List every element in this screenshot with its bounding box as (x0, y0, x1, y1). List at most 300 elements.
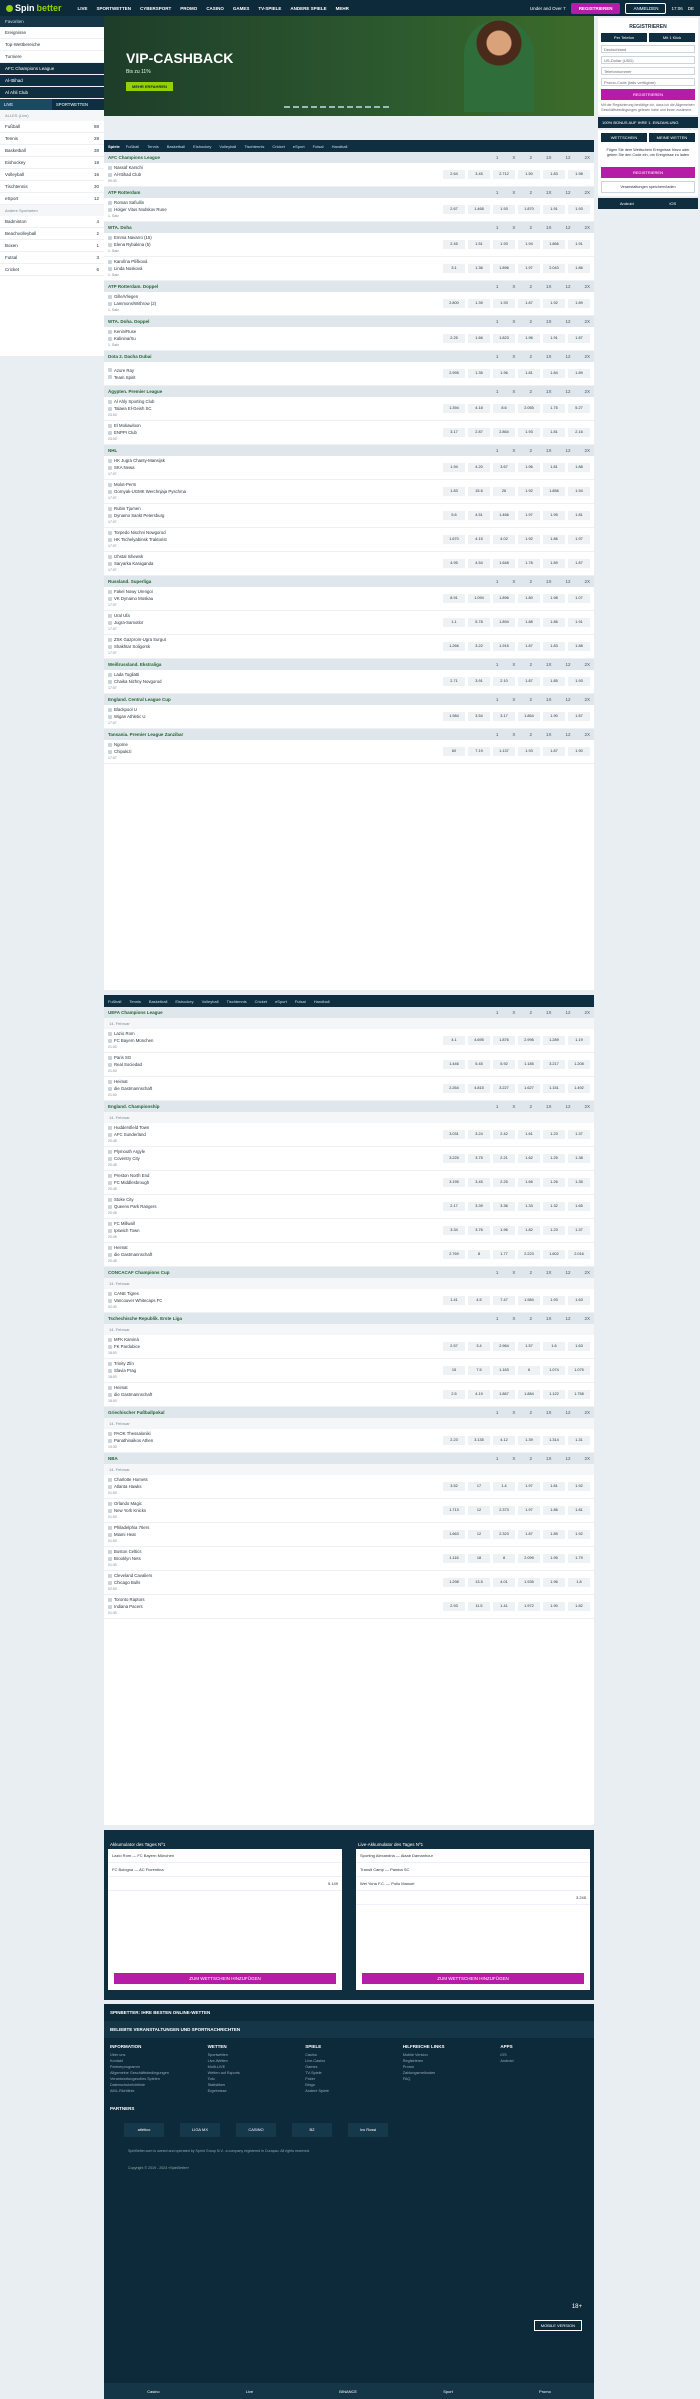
footer-link[interactable]: Zahlungsmethoden (402, 2071, 436, 2075)
match-row[interactable] (104, 552, 594, 576)
nav-item-0[interactable]: LIVE (77, 5, 88, 11)
odd-button[interactable]: 13.5 (468, 1578, 490, 1587)
match-row[interactable] (104, 528, 594, 552)
sport-filter[interactable]: Volleyball (201, 998, 219, 1004)
odd-button[interactable]: 1.92 (568, 1530, 590, 1539)
team-home[interactable] (108, 164, 278, 171)
tab-phone[interactable]: Per Telefon (601, 33, 647, 42)
team-home[interactable] (108, 457, 278, 464)
odd-button[interactable]: 1.81 (543, 463, 565, 472)
odd-button[interactable]: 1.4 (493, 1482, 515, 1491)
odd-button[interactable]: 1.91 (543, 334, 565, 343)
odd-button[interactable]: 1.66 (518, 1178, 540, 1187)
odd-button[interactable]: 1.35 (568, 1178, 590, 1187)
sport-filter[interactable]: Tennis (147, 143, 159, 149)
odd-button[interactable]: 4.95 (443, 559, 465, 568)
sport-item[interactable] (0, 216, 104, 228)
odd-button[interactable]: 1.663 (443, 1530, 465, 1539)
odd-button[interactable]: 4.51 (468, 511, 490, 520)
odd-button[interactable]: 15 (443, 1366, 465, 1375)
appbar-item[interactable]: BINANCE (339, 2388, 358, 2394)
odd-button[interactable]: 1.32 (543, 1202, 565, 1211)
league-header[interactable] (104, 351, 594, 362)
odd-button[interactable]: 6 (518, 1366, 540, 1375)
team-home[interactable] (108, 636, 278, 643)
league-header[interactable] (104, 316, 594, 327)
odd-button[interactable]: 1.97 (518, 511, 540, 520)
odd-button[interactable]: 2.87 (468, 428, 490, 437)
team-away[interactable] (108, 619, 278, 626)
odd-button[interactable]: 1.36 (468, 264, 490, 273)
match-row[interactable] (104, 1219, 594, 1243)
odd-button[interactable]: 3.67 (493, 463, 515, 472)
register-button[interactable]: REGISTRIEREN (571, 3, 621, 14)
odd-button[interactable]: 1.864 (518, 712, 540, 721)
appbar-item[interactable]: Promo (539, 2388, 551, 2394)
sport-filter[interactable]: Cricket (254, 998, 268, 1004)
team-away[interactable] (108, 1179, 278, 1186)
odd-button[interactable]: 1.627 (518, 1084, 540, 1093)
live-shortcut[interactable]: AFC Champions League (0, 63, 104, 75)
team-home[interactable] (108, 529, 278, 536)
team-home[interactable] (108, 1030, 278, 1037)
odd-button[interactable]: 2.17 (443, 1202, 465, 1211)
odd-button[interactable]: 11.5 (468, 1602, 490, 1611)
odd-button[interactable]: 2.223 (518, 1250, 540, 1259)
odd-button[interactable]: 1.90 (543, 1602, 565, 1611)
team-away[interactable] (108, 206, 278, 213)
odd-button[interactable]: 1.92 (543, 299, 565, 308)
odd-button[interactable]: 2.043 (543, 264, 565, 273)
footer-link[interactable]: Ergebnisse (207, 2089, 227, 2093)
accumulator-right-row-2[interactable]: Transit Camp — Pamba SC (356, 1863, 590, 1877)
odd-button[interactable]: 1.38 (568, 1154, 590, 1163)
partner-logo[interactable]: BZ (292, 2123, 332, 2137)
odd-button[interactable]: 1.91 (568, 240, 590, 249)
team-home[interactable] (108, 1054, 278, 1061)
odd-button[interactable]: 1.93 (518, 428, 540, 437)
odd-button[interactable]: 1.88 (568, 642, 590, 651)
odd-button[interactable]: 1.96 (518, 334, 540, 343)
nav-item-1[interactable]: SPORTWETTEN (96, 5, 132, 11)
odd-button[interactable]: 1.95 (543, 511, 565, 520)
odd-button[interactable]: 1.91 (543, 205, 565, 214)
odd-button[interactable]: 1.41 (493, 1602, 515, 1611)
team-away[interactable] (108, 1085, 278, 1092)
nav-item-8[interactable]: MEHR (335, 5, 349, 11)
odd-button[interactable]: 1.98 (543, 594, 565, 603)
odd-button[interactable]: 1.075 (568, 1366, 590, 1375)
sport-filter[interactable]: Fußball (108, 998, 122, 1004)
team-home[interactable] (108, 1360, 278, 1367)
sport-filter[interactable]: Cricket (272, 143, 285, 149)
odd-button[interactable]: 3.195 (443, 1178, 465, 1187)
odd-button[interactable]: 1.94 (568, 487, 590, 496)
team-home[interactable] (108, 1476, 278, 1483)
match-row[interactable] (104, 1571, 594, 1595)
odd-button[interactable]: 1.96 (543, 1578, 565, 1587)
odd-button[interactable]: 2.016 (568, 1250, 590, 1259)
match-row[interactable] (104, 705, 594, 729)
footer-link[interactable]: Sportwetten (207, 2053, 228, 2057)
match-row[interactable] (104, 163, 594, 187)
odd-button[interactable]: 2.67 (443, 205, 465, 214)
sport-filter[interactable]: Tennis (129, 998, 141, 1004)
footer-link[interactable]: Live-Casino (305, 2059, 326, 2063)
team-away[interactable] (108, 1483, 278, 1490)
league-header[interactable] (104, 1267, 594, 1278)
odd-button[interactable]: 3.91 (468, 677, 490, 686)
odd-button[interactable]: 1.648 (493, 559, 515, 568)
sport-filter[interactable]: Tischtennis (226, 998, 247, 1004)
league-header[interactable] (104, 281, 594, 292)
odd-button[interactable]: 1.81 (543, 1482, 565, 1491)
match-row[interactable] (104, 1429, 594, 1453)
spinbetter-logo[interactable] (6, 3, 62, 13)
team-away[interactable] (108, 1367, 278, 1374)
odd-button[interactable]: 1.87 (568, 712, 590, 721)
odd-button[interactable]: 5.92 (493, 1060, 515, 1069)
sport-item[interactable] (0, 145, 104, 157)
odd-button[interactable]: 2.964 (493, 1342, 515, 1351)
team-home[interactable] (108, 505, 278, 512)
odd-button[interactable]: 2.16 (568, 428, 590, 437)
odd-button[interactable]: 1.137 (493, 747, 515, 756)
odd-button[interactable]: 4.54 (468, 559, 490, 568)
accumulator-right-row-1[interactable]: Sporting Alexandria — Alaab Damanhour (356, 1849, 590, 1863)
team-away[interactable] (108, 1531, 278, 1538)
odd-button[interactable]: 1.87 (568, 334, 590, 343)
odd-button[interactable]: 7.19 (468, 747, 490, 756)
team-away[interactable] (108, 464, 278, 471)
team-away[interactable] (108, 1251, 278, 1258)
match-row[interactable] (104, 397, 594, 421)
sport-filter[interactable]: Tischtennis (244, 143, 265, 149)
odd-button[interactable]: 2.45 (443, 240, 465, 249)
odd-button[interactable]: 2.769 (443, 1250, 465, 1259)
odd-button[interactable]: 7.5 (468, 1366, 490, 1375)
odd-button[interactable]: 1.83 (543, 642, 565, 651)
odd-button[interactable]: 1.83 (443, 487, 465, 496)
league-header[interactable] (104, 694, 594, 705)
odd-button[interactable]: 4.19 (468, 1390, 490, 1399)
odd-button[interactable]: 3.227 (493, 1084, 515, 1093)
footer-link[interactable]: Bingo (305, 2083, 315, 2087)
odd-button[interactable]: 2.373 (493, 1506, 515, 1515)
match-row[interactable] (104, 1595, 594, 1619)
odd-button[interactable]: 1.89 (568, 369, 590, 378)
match-row[interactable] (104, 1077, 594, 1101)
promo-link[interactable]: Under and Over 7 (529, 5, 566, 11)
odd-button[interactable]: 1.83 (543, 170, 565, 179)
odd-button[interactable]: 1.51 (468, 240, 490, 249)
android-link[interactable]: Android (619, 201, 634, 206)
team-home[interactable] (108, 706, 278, 713)
tab-live[interactable]: LIVE (0, 99, 52, 110)
favorites-header[interactable]: Favoriten (0, 16, 104, 27)
odd-button[interactable]: 1.26 (543, 1178, 565, 1187)
odd-button[interactable]: 3.225 (443, 1154, 465, 1163)
odd-button[interactable]: 1.93 (493, 299, 515, 308)
odd-button[interactable]: 5.6 (443, 511, 465, 520)
banner-pagination[interactable] (284, 106, 389, 108)
team-away[interactable] (108, 1131, 278, 1138)
odd-button[interactable]: 1.93 (568, 205, 590, 214)
phone-field[interactable]: Telefonnummer (601, 67, 695, 75)
odd-button[interactable]: 1.23 (543, 1226, 565, 1235)
odd-button[interactable]: 26 (493, 487, 515, 496)
league-header[interactable] (104, 729, 594, 740)
team-away[interactable] (108, 241, 278, 248)
currency-select[interactable]: US-Dollar (USD) (601, 56, 695, 64)
team-away[interactable] (108, 1343, 278, 1350)
footer-link[interactable]: Allgemeine Geschäftsbedingungen (110, 2071, 169, 2075)
odd-button[interactable]: 1.492 (568, 1084, 590, 1093)
team-away[interactable] (108, 1203, 278, 1210)
odd-button[interactable]: 1.31 (568, 1436, 590, 1445)
nav-item-3[interactable]: PROMO (180, 5, 198, 11)
odd-button[interactable]: 8.91 (443, 594, 465, 603)
match-row[interactable] (104, 362, 594, 386)
odd-button[interactable]: 1.50 (518, 170, 540, 179)
footer-link[interactable]: Andere Spiele (305, 2089, 330, 2093)
odd-button[interactable]: 17 (468, 1482, 490, 1491)
team-home[interactable] (108, 1220, 278, 1227)
league-header[interactable] (104, 1453, 594, 1464)
odd-button[interactable]: 1.8 (568, 1578, 590, 1587)
live-shortcut[interactable]: Al-Ittihad (0, 75, 104, 87)
nav-item-5[interactable]: GAMES (232, 5, 250, 11)
odd-button[interactable]: 1.87 (518, 299, 540, 308)
team-away[interactable] (108, 1037, 278, 1044)
odd-button[interactable]: 4.20 (468, 463, 490, 472)
odd-button[interactable]: 1.870 (518, 205, 540, 214)
footer-link[interactable]: Partnerprogramm (110, 2065, 140, 2069)
odd-button[interactable]: 1.91 (568, 618, 590, 627)
odd-button[interactable]: 1.92 (568, 1482, 590, 1491)
team-home[interactable] (108, 1172, 278, 1179)
login-button[interactable]: ANMELDEN (625, 3, 666, 14)
sport-item[interactable] (0, 252, 104, 264)
odd-button[interactable]: 1.93 (518, 747, 540, 756)
team-home[interactable] (108, 588, 278, 595)
odd-button[interactable]: 1.95 (543, 1554, 565, 1563)
team-away[interactable] (108, 300, 278, 307)
mobile-version-button[interactable]: MOBILE VERSION (534, 2320, 582, 2331)
odd-button[interactable]: 2.5 (443, 1390, 465, 1399)
odd-button[interactable]: 1.97 (518, 1506, 540, 1515)
odd-button[interactable]: 1.39 (468, 299, 490, 308)
odd-button[interactable]: 1.94 (443, 463, 465, 472)
league-header[interactable] (104, 187, 594, 198)
nav-item-7[interactable]: ANDERE SPIELE (290, 5, 327, 11)
odd-button[interactable]: 1.713 (443, 1506, 465, 1515)
odd-button[interactable]: 1.6 (543, 1342, 565, 1351)
team-away[interactable] (108, 643, 278, 650)
tab-my-bets[interactable]: MEINE WETTEN (649, 133, 695, 142)
team-away[interactable] (108, 1297, 278, 1304)
odd-button[interactable]: 2.055 (518, 404, 540, 413)
odd-button[interactable]: 1.116 (443, 1554, 465, 1563)
odd-button[interactable]: 2.71 (443, 677, 465, 686)
odd-button[interactable]: 1.984 (443, 712, 465, 721)
odd-button[interactable]: 3.52 (443, 1482, 465, 1491)
team-home[interactable] (108, 1290, 278, 1297)
team-home[interactable] (108, 199, 278, 206)
sport-filter[interactable]: Volleyball (219, 143, 237, 149)
team-home[interactable] (108, 234, 278, 241)
odd-button[interactable]: 12 (468, 1506, 490, 1515)
odd-button[interactable]: 1.77 (493, 1250, 515, 1259)
odd-button[interactable]: 1.19 (568, 1036, 590, 1045)
odd-button[interactable]: 4.12 (493, 1436, 515, 1445)
tab-betslip[interactable]: WETTSCHEIN (601, 133, 647, 142)
odd-button[interactable]: 5.78 (468, 618, 490, 627)
odd-button[interactable]: 1.466 (493, 511, 515, 520)
footer-link[interactable]: Promo (402, 2065, 414, 2069)
footer-link[interactable]: Datenschutzrichtlinie (110, 2083, 146, 2087)
odd-button[interactable]: 1.75 (543, 404, 565, 413)
bonus-banner[interactable]: 100% BONUS AUF IHRE 1. EINZAHLUNG (598, 117, 698, 128)
team-away[interactable] (108, 1437, 278, 1444)
team-home[interactable] (108, 1124, 278, 1131)
sport-filter-games[interactable]: Spiele (108, 143, 120, 149)
odd-button[interactable]: 1.896 (493, 594, 515, 603)
promo-code-field[interactable]: Promo-Code (falls verfügbar) (601, 78, 695, 86)
odd-button[interactable]: 1.867 (493, 1390, 515, 1399)
odd-button[interactable]: 1.314 (543, 1436, 565, 1445)
match-row[interactable] (104, 1195, 594, 1219)
odd-button[interactable]: 1.87 (543, 747, 565, 756)
sport-filter[interactable]: Handball (313, 998, 330, 1004)
odd-button[interactable]: 1.266 (443, 642, 465, 651)
league-header[interactable] (104, 1313, 594, 1324)
odd-button[interactable]: 3.39 (468, 1202, 490, 1211)
odd-button[interactable]: 1.92 (518, 487, 540, 496)
sport-filter[interactable]: eSport (275, 998, 287, 1004)
team-home[interactable] (108, 671, 278, 678)
odd-button[interactable]: 1.39 (518, 1436, 540, 1445)
odd-button[interactable]: 1.758 (568, 1390, 590, 1399)
team-home[interactable] (108, 1572, 278, 1579)
sport-filter[interactable]: Handball (331, 143, 348, 149)
partner-logo[interactable]: atlético (124, 2123, 164, 2137)
match-row[interactable] (104, 1547, 594, 1571)
odd-button[interactable]: 1.61 (518, 1130, 540, 1139)
accumulator-left-row-1[interactable]: Lazio Rom — FC Bayern München (108, 1849, 342, 1863)
odd-button[interactable]: 1.208 (568, 1060, 590, 1069)
odd-button[interactable]: 1.894 (493, 618, 515, 627)
odd-button[interactable]: 1.602 (543, 1250, 565, 1259)
odd-button[interactable]: 1.87 (518, 1530, 540, 1539)
odd-button[interactable]: 4.18 (468, 404, 490, 413)
nav-item-6[interactable]: TV-SPIELE (258, 5, 282, 11)
sport-filter[interactable]: Futsal (312, 143, 324, 149)
odd-button[interactable]: 60 (443, 747, 465, 756)
favorite-item[interactable]: Top-Wettbereiche (0, 39, 104, 51)
footer-link[interactable]: Casino (305, 2053, 318, 2057)
odd-button[interactable]: 1.07 (568, 594, 590, 603)
team-home[interactable] (108, 481, 278, 488)
odd-button[interactable]: 1.298 (443, 1578, 465, 1587)
team-home[interactable] (108, 1524, 278, 1531)
odd-button[interactable]: 1.79 (568, 1554, 590, 1563)
odd-button[interactable]: 1.151 (543, 1084, 565, 1093)
odd-button[interactable]: 2.323 (493, 1530, 515, 1539)
team-home[interactable] (108, 1244, 278, 1251)
team-home[interactable] (108, 422, 278, 429)
odd-button[interactable]: 3.22 (468, 642, 490, 651)
league-header[interactable] (104, 445, 594, 456)
accumulator-left-row-2[interactable]: FC Bologna — AC Fiorentina (108, 1863, 342, 1877)
footer-link[interactable]: Multi-LIVE (207, 2065, 226, 2069)
match-row[interactable] (104, 1053, 594, 1077)
favorite-item[interactable]: Ereignisse (0, 27, 104, 39)
team-away[interactable] (108, 595, 278, 602)
odd-button[interactable]: 4.15 (468, 535, 490, 544)
odd-button[interactable]: 1.93 (493, 240, 515, 249)
odd-button[interactable]: 3.24 (468, 1130, 490, 1139)
team-away[interactable] (108, 748, 278, 755)
odd-button[interactable]: 1.63 (568, 1296, 590, 1305)
odd-button[interactable]: 1.094 (468, 594, 490, 603)
odd-button[interactable]: 1.66 (468, 334, 490, 343)
odd-button[interactable]: 4.5 (468, 1296, 490, 1305)
league-header[interactable] (104, 659, 594, 670)
match-row[interactable] (104, 1523, 594, 1547)
odd-button[interactable]: 4.01 (493, 1578, 515, 1587)
league-header[interactable] (104, 1007, 594, 1018)
footer-link[interactable]: Live-Wetten (207, 2059, 228, 2063)
accumulator-right-row-3[interactable]: Wei Yona F.C. — Pollo Manuel (356, 1877, 590, 1891)
team-away[interactable] (108, 335, 278, 342)
footer-link[interactable]: iOS (500, 2053, 507, 2057)
odd-button[interactable]: 1.90 (568, 747, 590, 756)
odd-button[interactable]: 3.76 (468, 1226, 490, 1235)
odd-button[interactable]: 1.93 (568, 677, 590, 686)
team-home[interactable] (108, 1500, 278, 1507)
team-away[interactable] (108, 171, 278, 178)
footer-link[interactable]: Statistiken (207, 2083, 226, 2087)
league-header[interactable] (104, 386, 594, 397)
team-home[interactable] (108, 1430, 278, 1437)
odd-button[interactable]: 1.96 (493, 369, 515, 378)
sport-filter[interactable]: Eishockey (193, 143, 212, 149)
odd-button[interactable]: 1.915 (493, 642, 515, 651)
footer-link[interactable]: Über uns (110, 2053, 126, 2057)
sport-item[interactable] (0, 240, 104, 252)
odd-button[interactable]: 1.85 (543, 1530, 565, 1539)
odd-button[interactable]: 1.1 (443, 618, 465, 627)
team-home[interactable] (108, 398, 278, 405)
team-away[interactable] (108, 1391, 278, 1398)
odd-button[interactable]: 1.84 (543, 369, 565, 378)
odd-button[interactable]: 1.856 (543, 487, 565, 496)
odd-button[interactable]: 8.6 (493, 404, 515, 413)
odd-button[interactable]: 5.45 (468, 1060, 490, 1069)
partner-logo[interactable]: LIGA MX (180, 2123, 220, 2137)
sport-item[interactable] (0, 228, 104, 240)
odd-button[interactable]: 1.88 (568, 463, 590, 472)
odd-button[interactable]: 2.264 (443, 1084, 465, 1093)
odd-button[interactable]: 1.87 (518, 642, 540, 651)
match-row[interactable] (104, 1029, 594, 1053)
team-away[interactable] (108, 1579, 278, 1586)
tab-one-click[interactable]: Mit 1 Klick (649, 33, 695, 42)
team-away[interactable] (108, 1507, 278, 1514)
sport-filter[interactable]: Fußball (125, 143, 140, 149)
team-home[interactable] (108, 1148, 278, 1155)
